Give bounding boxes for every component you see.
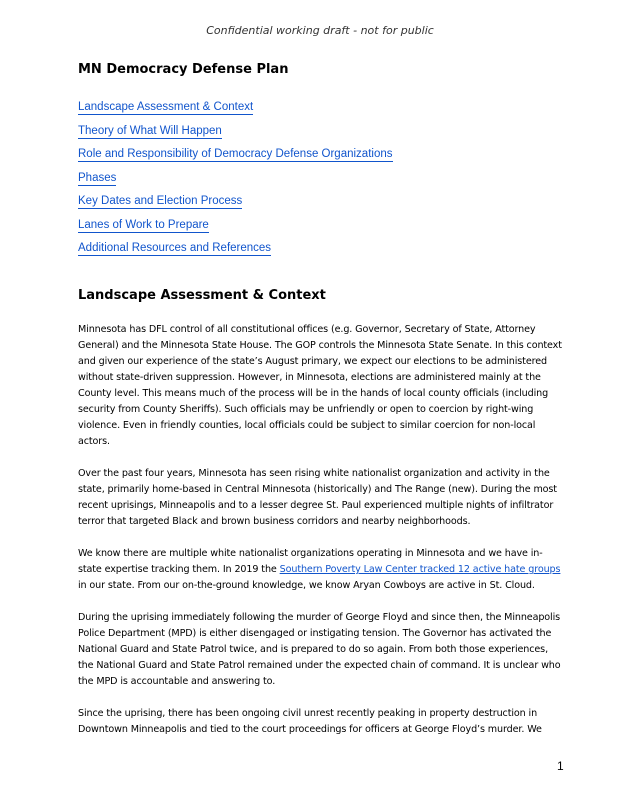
toc-item xyxy=(78,98,393,122)
document-title: MN Democracy Defense Plan xyxy=(78,62,289,77)
toc-link-lanes[interactable]: Lanes of Work to Prepare xyxy=(78,218,209,231)
toc-item xyxy=(78,122,393,146)
toc-link-phases[interactable]: Phases xyxy=(78,171,117,184)
paragraph xyxy=(78,546,566,594)
paragraph: Minnesota has DFL control of all constitutional offices (e.g. Governor, Secretary of State, Attorney General) and the Minnesota State House. The GOP controls the Minnesota State Senate. In this context and given our experience of the state’s August primary, we expect our elections to be administered without state-driven suppression. However, in Minnesota, elections are administered mainly at the County level. This means much of the process will be in the hands of local county officials (including security from County Sheriffs). Such officials may be unfriendly or open to coercion by right-wing violence. Even in friendly counties, local officials could be subject to similar coercion for non-local actors. xyxy=(78,324,562,447)
toc-link-theory[interactable]: Theory of What Will Happen xyxy=(78,124,222,137)
toc-item xyxy=(78,192,393,216)
section-body xyxy=(78,322,566,754)
paragraph: During the uprising immediately following the murder of George Floyd and since then, the Minneapolis Police Department (MPD) is either disengaged or instigating tension. The Governor has activated the National Guard and State Patrol twice, and is prepared to do so again. From both those experiences, the National Guard and State Patrol remained under the expected chain of command. It is unclear who the MPD is accountable and answering to. xyxy=(78,612,561,687)
toc-link-roles[interactable]: Role and Responsibility of Democracy Defense Organizations xyxy=(78,148,393,160)
confidential-header: Confidential working draft - not for public xyxy=(206,24,434,37)
toc-link-key-dates[interactable]: Key Dates and Election Process xyxy=(78,195,243,207)
paragraph-text: We know there are multiple white nationalist organizations operating in Minnesota and we have in-state expertise tracking them. In 2019 the xyxy=(78,548,543,575)
table-of-contents xyxy=(78,98,393,263)
splc-hate-groups-link[interactable]: Southern Poverty Law Center tracked 12 active hate groups xyxy=(279,564,561,575)
paragraph: Since the uprising, there has been ongoing civil unrest recently peaking in property destruction in Downtown Minneapolis and tied to the court proceedings for officers at George Floyd’s murder. We xyxy=(78,708,542,735)
page-number: 1 xyxy=(557,759,564,773)
section-heading: Landscape Assessment & Context xyxy=(78,288,326,303)
toc-link-landscape[interactable]: Landscape Assessment & Context xyxy=(78,101,254,113)
toc-link-resources[interactable]: Additional Resources and References xyxy=(78,242,272,254)
toc-item xyxy=(78,239,393,263)
toc-item xyxy=(78,169,393,193)
toc-item xyxy=(78,216,393,240)
paragraph: Over the past four years, Minnesota has seen rising white nationalist organization and activity in the state, primarily home-based in Central Minnesota (historically) and The Range (new). During the most recent uprisings, Minneapolis and to a lesser degree St. Paul experienced multiple nights of infiltrator terror that targeted Black and brown business corridors and nearby neighborhoods. xyxy=(78,468,557,527)
paragraph-text: in our state. From our on-the-ground knowledge, we know Aryan Cowboys are active in St. Cloud. xyxy=(78,580,535,591)
toc-item xyxy=(78,145,393,169)
